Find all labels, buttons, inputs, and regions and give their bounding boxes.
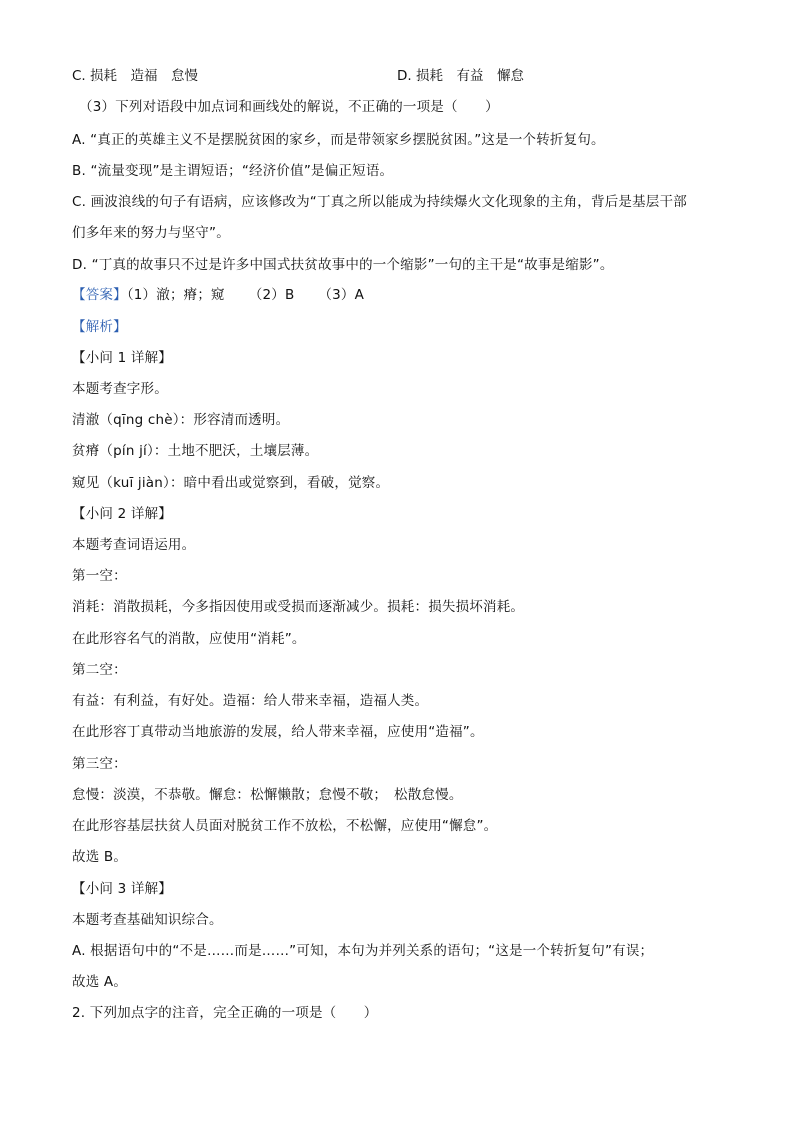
sub2-blank3-def: 怠慢：淡漠，不恭敬。懈怠：松懈懒散；怠慢不敬； 松散怠慢。 — [72, 787, 463, 803]
q3-option-a: A. “真正的英雄主义不是摆脱贫困的家乡，而是带领家乡摆脱贫困。”这是一个转折复句。 — [72, 132, 605, 148]
option-c: C. 损耗 造福 怠慢 — [72, 68, 199, 84]
sub1-line-1: 清澈（qīng chè）：形容清而透明。 — [72, 412, 290, 428]
sub2-blank3-use: 在此形容基层扶贫人员面对脱贫工作不放松，不松懈，应使用“懈怠”。 — [72, 818, 498, 834]
sub3-option-a-analysis: A. 根据语句中的“不是……而是……”可知，本句为并列关系的语句；“这是一个转折复句”有误； — [72, 943, 654, 959]
answer-line — [72, 285, 734, 305]
sub2-blank2-def: 有益：有利益，有好处。造福：给人带来幸福，造福人类。 — [72, 693, 429, 709]
q3-option-b: B. “流量变现”是主谓短语；“经济价值”是偏正短语。 — [72, 163, 394, 179]
q3-option-d: D. “丁真的故事只不过是许多中国式扶贫故事中的一个缩影”一句的主干是“故事是缩影”。 — [72, 257, 614, 273]
analysis-label: 【解析】 — [72, 319, 127, 335]
sub3-intro: 本题考查基础知识综合。 — [72, 912, 223, 928]
sub2-blank2-use: 在此形容丁真带动当地旅游的发展，给人带来幸福，应使用“造福”。 — [72, 724, 484, 740]
sub1-title: 【小问 1 详解】 — [72, 350, 172, 366]
answer-part-1: （1）澈；瘠；窥 — [126, 287, 225, 303]
answer-label: 【答案】 — [72, 287, 127, 303]
sub2-title: 【小问 2 详解】 — [72, 506, 172, 522]
sub1-intro: 本题考查字形。 — [72, 381, 168, 397]
sub2-intro: 本题考查词语运用。 — [72, 537, 196, 553]
sub2-blank3-title: 第三空： — [72, 756, 127, 772]
answer-part-3: （3）A — [318, 287, 365, 303]
q3-option-c-line2: 们多年来的努力与坚守”。 — [72, 225, 230, 241]
question-3-stem: （3）下列对语段中加点词和画线处的解说，不正确的一项是（ ） — [79, 99, 499, 115]
option-d: D. 损耗 有益 懈怠 — [397, 68, 524, 84]
answer-part-2: （2）B — [248, 287, 295, 303]
sub3-title: 【小问 3 详解】 — [72, 881, 172, 897]
sub2-conclusion: 故选 B。 — [72, 849, 128, 865]
q3-option-c-line1: C. 画波浪线的句子有语病，应该修改为“丁真之所以能成为持续爆火文化现象的主角，背后是基层干部 — [72, 194, 687, 210]
sub2-blank1-def: 消耗：消散损耗，今多指因使用或受损而逐渐减少。损耗：损失损坏消耗。 — [72, 599, 525, 615]
sub2-blank2-title: 第二空： — [72, 662, 127, 678]
sub2-blank1-use: 在此形容名气的消散，应使用“消耗”。 — [72, 631, 306, 647]
sub1-line-3: 窥见（kuī jiàn）：暗中看出或觉察到，看破，觉察。 — [72, 475, 390, 491]
question-2-stem: 2. 下列加点字的注音，完全正确的一项是（ ） — [72, 1005, 378, 1021]
sub3-conclusion: 故选 A。 — [72, 974, 128, 990]
sub1-line-2: 贫瘠（pín jí）：土地不肥沃，土壤层薄。 — [72, 443, 319, 459]
sub2-blank1-title: 第一空： — [72, 568, 127, 584]
